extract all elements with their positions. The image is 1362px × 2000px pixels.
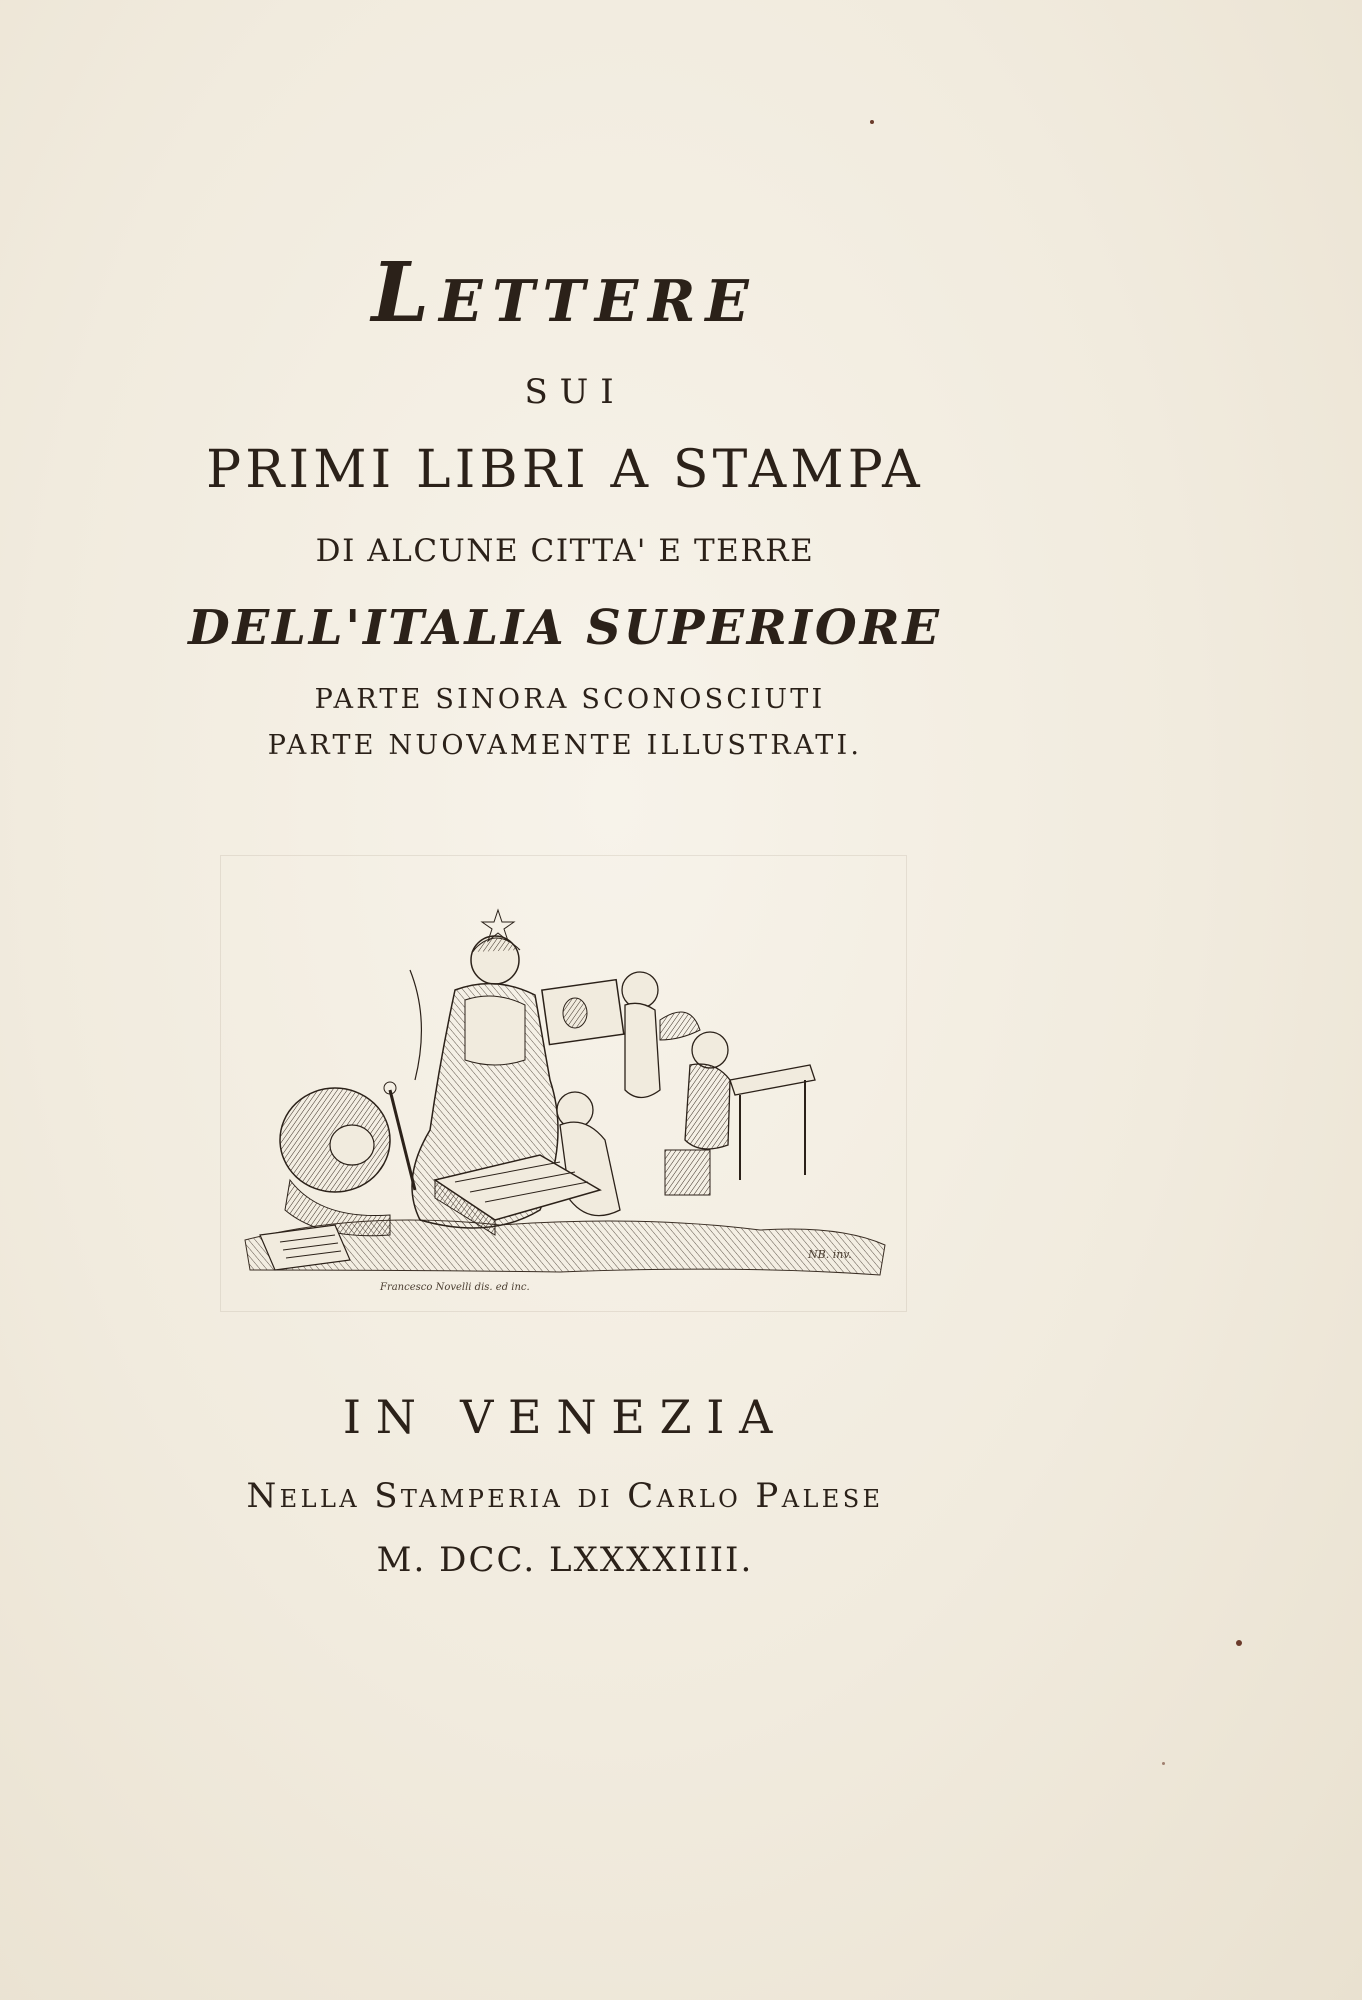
book-title: Lettere	[371, 245, 759, 341]
title-line-sui: SUI	[524, 372, 626, 412]
portrait-oval	[563, 998, 587, 1028]
lion-figure	[280, 1088, 390, 1236]
putto-standing	[622, 972, 700, 1098]
foxing-speck	[1236, 1640, 1242, 1646]
putto-writing	[685, 1032, 730, 1149]
subtitle-line-1: PARTE SINORA SCONOSCIUTI	[314, 684, 826, 715]
imprint-printer: Nella Stamperia di Carlo Palese	[246, 1476, 884, 1516]
title-line-primi: PRIMI LIBRI A STAMPA	[206, 440, 924, 500]
imprint-year: M. DCC. LXXXXIIII.	[376, 1540, 754, 1580]
engraver-caption: Francesco Novelli dis. ed inc.	[380, 1282, 530, 1293]
subtitle-line-2: PARTE NUOVAMENTE ILLUSTRATI.	[267, 730, 863, 761]
inventor-caption: NB. inv.	[808, 1248, 852, 1261]
foxing-speck	[1162, 1762, 1165, 1765]
engraved-vignette	[240, 880, 890, 1300]
title-line-italia: DELL'ITALIA SUPERIORE	[188, 600, 942, 656]
imprint-city: IN VENEZIA	[342, 1390, 788, 1444]
foxing-speck	[870, 120, 874, 124]
title-line-alcune: DI ALCUNE CITTA' E TERRE	[315, 533, 815, 569]
